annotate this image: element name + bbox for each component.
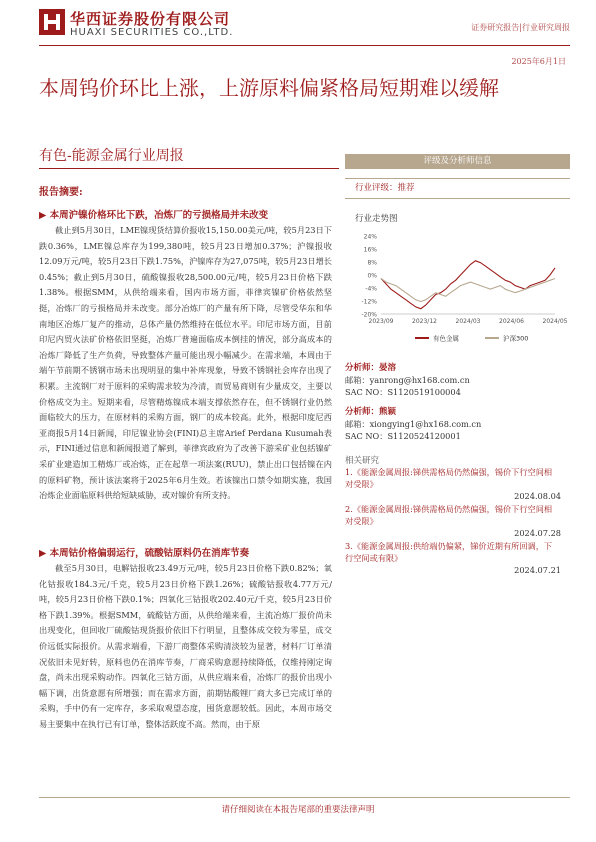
- legal-disclaimer-notice: 请仔细阅读在本报告尾部的重要法律声明: [221, 805, 375, 815]
- related-item-date: 2024.07.28: [514, 528, 561, 538]
- y-tick-label: -12%: [361, 298, 377, 306]
- y-tick-label: -20%: [361, 311, 377, 319]
- x-tick-label: 2024/03: [455, 318, 481, 325]
- report-title: 本周钨价环比上涨，上游原料偏紧格局短期难以缓解: [39, 76, 499, 100]
- analyst-1-name: 分析师：晏溶: [345, 363, 397, 373]
- industry-trend-chart: [345, 226, 570, 348]
- related-item[interactable]: 1.《能源金属周报:锑供需格局仍然偏强，锡价下行空间相对受限》: [345, 467, 553, 489]
- related-research-heading: 相关研究: [345, 456, 380, 466]
- related-item-date: 2024.07.21: [514, 565, 561, 575]
- x-tick-label: 2024/06: [499, 318, 524, 325]
- section-heading-nickel: ▶ 本周沪镍价格环比下跌，冶炼厂的亏损格局并未改变: [39, 210, 269, 221]
- legend-label: 沪深300: [503, 334, 529, 343]
- analyst-1-sac: SAC NO：S1120519100004: [345, 387, 461, 397]
- report-date: 2025年6月1日: [511, 57, 566, 66]
- y-tick-label: 8%: [367, 259, 377, 267]
- x-tick-label: 2024/05: [542, 318, 568, 325]
- y-tick-label: 0%: [367, 272, 377, 280]
- footer-divider: [39, 797, 570, 798]
- analyst-2-sac: SAC NO：S1120524120001: [345, 431, 461, 441]
- related-item[interactable]: 3.《能源金属周报:供给端仍偏紧，锑价近期有所回调，下行空间或有限》: [345, 541, 553, 563]
- company-name-en: HUAXI SECURITIES CO.,LTD.: [70, 27, 234, 38]
- summary-heading: 报告摘要:: [39, 187, 83, 198]
- company-name-cn: 华西证券股份有限公司: [70, 10, 231, 28]
- x-tick-label: 2023/09: [368, 318, 394, 325]
- series-line-1: [381, 279, 555, 302]
- legend-label: 有色金属: [433, 334, 459, 343]
- analyst-panel-title: 评级及分析师信息: [345, 154, 570, 169]
- report-subtitle: 有色-能源金属行业周报: [39, 148, 184, 164]
- y-tick-label: 16%: [363, 246, 377, 254]
- analyst-1-email: 邮箱：yanrong@hx168.com.cn: [345, 375, 470, 385]
- trend-chart-label: 行业走势图: [355, 214, 398, 224]
- analyst-2-email: 邮箱：xiongying1@hx168.com.cn: [345, 419, 482, 429]
- section-heading-cobalt: ▶ 本周钴价格偏弱运行，硫酸钴原料仍在消库节奏: [39, 548, 250, 559]
- header-divider: [39, 45, 570, 46]
- report-type-label: 证券研究报告|行业研究周报: [471, 23, 570, 32]
- related-item-date: 2024.08.04: [514, 491, 561, 501]
- analyst-2-name: 分析师：熊颖: [345, 407, 397, 417]
- related-item[interactable]: 2.《能源金属周报:锑供需格局仍然偏强，锡价下行空间相对受限》: [345, 504, 553, 526]
- company-logo-icon: [39, 9, 65, 35]
- y-tick-label: -4%: [365, 285, 377, 293]
- subtitle-divider: [39, 168, 339, 169]
- series-line-0: [381, 261, 555, 309]
- industry-rating: 行业评级：推荐: [355, 183, 415, 193]
- section-text-cobalt: 截至5月30日，电解钴报收23.49万元/吨，较5月23日价格下跌0.82%；氧化钴报收184.3元/千克，较5月23日价格下跌1.26%；硫酸钴报收4.77万元/吨，较5月23日价格下跌0.1%；四氧化三钴报收202.40元/千克，较5月23日价格下跌1.39%。根据SMM，硫酸钴方面，从供给端来看，主流冶炼厂报价尚未出现变化，但回收厂硫酸钴现货报价依旧下行明显，且整体成交较为零星，成交价远低实际报价。从需求端看，下游厂商整体采购清淡较为显著，材料厂订单清况依旧未见好转，原料也仍在消库节奏，厂商采购意愿持续降低，仅维持刚定询盘，尚未出现采购动作。四氧化三钴方面，从供应端来看，冶炼厂的报价出现小幅下调，出货意愿有所增强；而在需求方面，前期钴酸锂厂商大多已完成订单的采购，手中仍有一定库存，多采取观望态度，囤货意愿较低。因此，本周市场交易主要集中在执行已有订单，整体活跃度不高。然而，由于原: [39, 563, 332, 729]
- section-text-nickel: 截止到5月30日，LME镍现货结算价报收15,150.00美元/吨，较5月23日下跌0.36%，LME镍总库存为199,380吨，较5月23日增加0.37%；沪镍报收12.09万元/吨，较5月23日下跌1.75%，沪镍库存为27,075吨，较5月23日增长0.45%；截止到5月30日，硫酸镍报收28,500.00元/吨，较5月23日价格下跌1.38%。根据SMM，从供给端来看，国内市场方面，菲律宾镍矿价格依然坚挺，冶炼厂的亏损格局并未改变。部分冶炼厂的产量有所下降，尽管受华东和华南地区冶炼厂复产的推动，总体产量仍然维持在低位水平。印尼市场方面，目前印尼内贸火法矿价格依旧坚挺，冶炼厂普遍面临成本倒挂的情况，部分高成本的冶炼厂降低了生产负荷，导致整体产量可能出现小幅减少。在需求端，本周由于端午节前期不锈钢市场未出现明显的集中补库现象，导致不锈钢社会库存出现了积累。主流钢厂对于原料的采购需求较为冷清，而贸易商则有少量成交，主要以价格成交为主。短期来看，尽管精炼镍成本端支撑依然存在，但不锈钢行业仍然面临较大的压力，在原材料的采购方面，钢厂的成本较高。此外，根据印度尼西亚商报5月14日新闻，印尼镍业协会(FINI)总主席Arief Perdana Kusumah表示，FINI通过信息和新闻报道了解到，菲律宾政府为了改善下游采矿业包括镍矿采矿业建造加工精炼厂或冶炼，正在起草一项法案(RUU)，禁止出口包括镍在内的原料矿物，预计该法案将于2025年6月生效。若该镍出口禁令如期实施，我国冶炼企业面临原料供给短缺威胁，或对镍价有所支持。: [39, 225, 332, 501]
- x-tick-label: 2023/12: [412, 318, 437, 325]
- y-tick-label: 24%: [363, 233, 377, 241]
